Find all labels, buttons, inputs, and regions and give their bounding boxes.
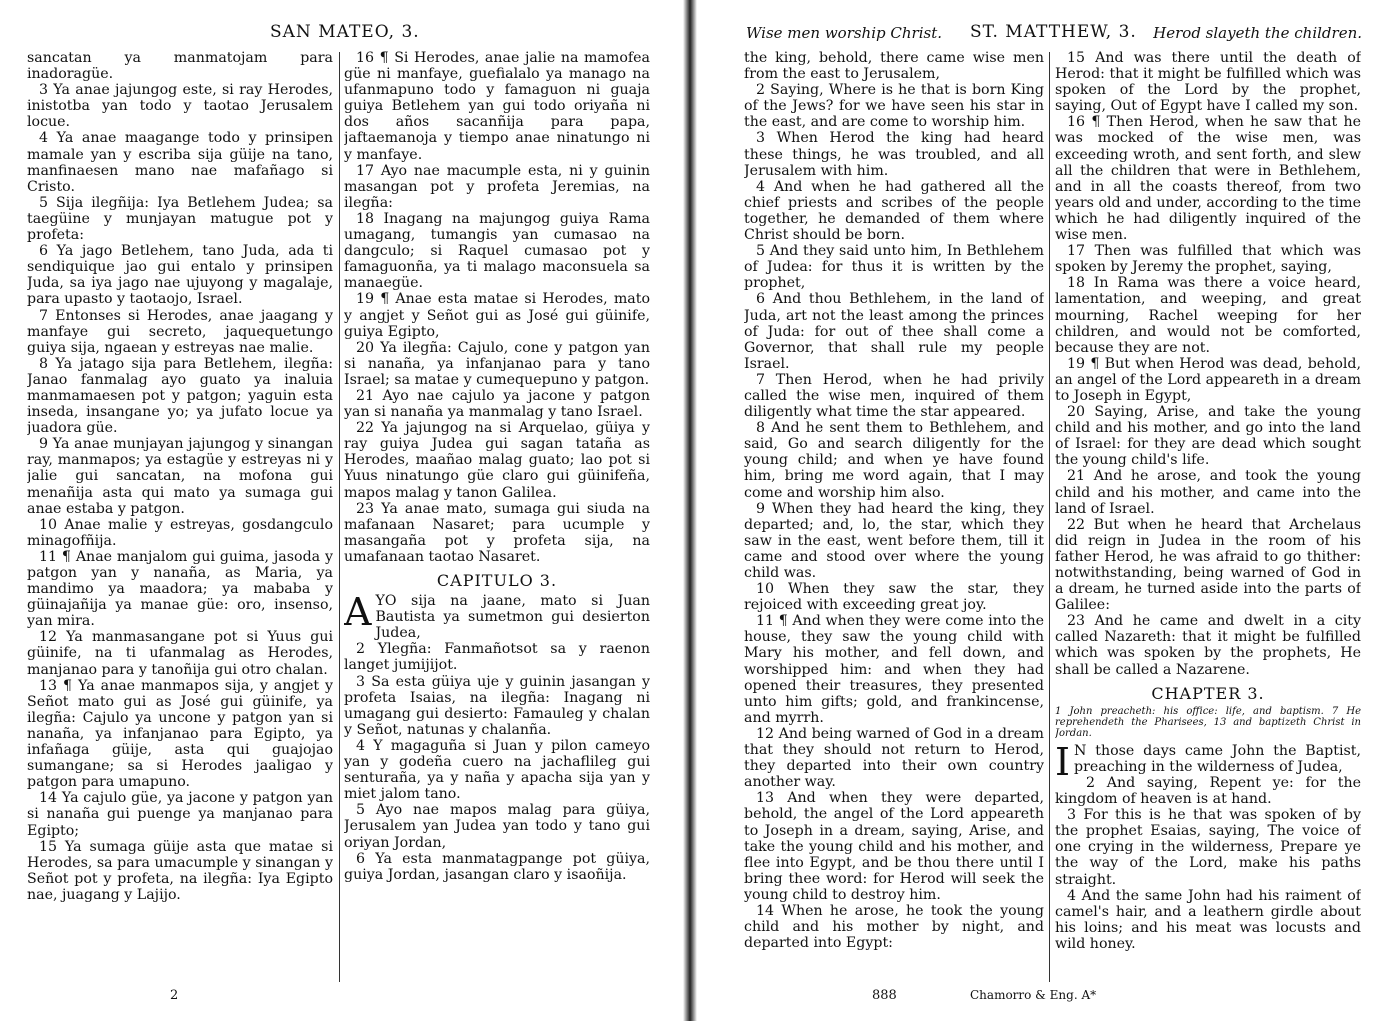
verse: sancatan ya manmatojam para inadoragüe.: [27, 50, 333, 83]
verse: 14 Ya cajulo güe, ya jacone y patgon yan si nanaña gui puenge ya manjanao para Egipto;: [27, 790, 333, 839]
verse: 17 Then was fulfilled that which was spoken by Jeremy the prophet, saying,: [1055, 243, 1361, 276]
right-column-2: [1055, 50, 1361, 985]
left-dropcap: A: [344, 590, 372, 635]
book-gutter: [683, 0, 697, 1021]
verse: 12 Ya manmasangane pot si Yuus gui güinife, na ti ufanmalag as Herodes, manjanao para y tanoñija gui otro chalan.: [27, 629, 333, 678]
verse: 2 Saying, Where is he that is born King of the Jews? for we have seen his star in the east, and are come to worship him.: [744, 82, 1044, 131]
verse: 11 ¶ And when they were come into the house, they saw the young child with Mary his mother, and fell down, and worshipped him: and when they had opened their treasures, they presented unto him gifts; gold, and frankincense, and myrrh.: [744, 613, 1044, 726]
right-column-1: [744, 50, 1044, 985]
verse: 9 Ya anae munjayan jajungog y sinangan ray, manmapos; ya estagüe y estreyas ni y jalie gui sancatan, na mofona gui menañija asta qui mato ya sumaga gui anae estaba y patgon.: [27, 436, 333, 517]
right-page-number: 888: [872, 988, 897, 1003]
verse: 13 And when they were departed, behold, the angel of the Lord appeareth to Joseph in a dream, saying, Arise, and take the young child and his mother, and flee into Egypt, and be thou there until I bring thee word: for Herod will seek the young child to destroy him.: [744, 790, 1044, 903]
verse: 21 Ayo nae cajulo ya jacone y patgon yan si nanaña ya manmalag y tano Israel.: [344, 387, 650, 421]
verse: 15 And was there until the death of Herod: that it might be fulfilled which was spoken of the Lord by the prophet, saying, Out of Egypt have I called my son.: [1055, 50, 1361, 115]
right-dropcap: I: [1055, 739, 1071, 784]
verse: 9 When they had heard the king, they departed; and, lo, the star, which they saw in the east, went before them, till it came and stood over where the young child was.: [744, 500, 1044, 581]
verse: 10 Anae malie y estreyas, gosdangculo minagofñija.: [27, 516, 333, 549]
right-chapter-first-text: N those days came John the Baptist, preaching in the wilderness of Judea,: [1074, 742, 1361, 775]
left-page-number: 2: [170, 988, 179, 1003]
right-chapter-summary: 1 John preacheth: his office: life, and baptism. 7 He reprehendeth the Pharisees, 13 and baptizeth Christ in Jordan.: [1055, 705, 1361, 739]
left-running-header: [0, 22, 680, 48]
verse: 20 Saying, Arise, and take the young child and his mother, and go into the land of Israel: for they are dead which sought the young child's life.: [1055, 404, 1361, 469]
left-column-2: [344, 50, 650, 985]
left-column-1: [27, 50, 333, 985]
verse: 18 Inagang na majungog guiya Rama umagang, tumangis yan cumasao na dangculo; si Raquel cumasao pot y famaguonña, ya ti malago maconsuela sa manaegüe.: [344, 210, 650, 292]
verse: 4 Y magaguña si Juan y pilon cameyo yan y godeña cuero na jachaflileg gui senturaña, ya y naña y apacha sija yan y miet jalom tano.: [344, 737, 650, 803]
verse: 14 When he arose, he took the young child and his mother by night, and departed into Egypt:: [744, 902, 1044, 952]
verse: 16 ¶ Then Herod, when he saw that he was mocked of the wise men, was exceeding wroth, and sent forth, and slew all the children that were in Bethlehem, and in all the coasts thereof, from two years old and under, according to the time which he had diligently inquired of the wise men.: [1055, 114, 1361, 244]
verse: the king, behold, there came wise men from the east to Jerusalem,: [744, 50, 1044, 83]
verse: 6 Ya esta manmatagpange pot güiya, guiya Jordan, jasangan claro y isaoñija.: [344, 850, 650, 883]
verse: 8 Ya jatago sija para Betlehem, ilegña: Janao fanmalag ayo guato ya inaluia manmamaesen pot y patgon; yaguin esta inseda, insangane yo; ya jufato locue ya juadora güe.: [27, 355, 333, 437]
right-page-english: [700, 0, 1376, 1021]
verse: 10 When they saw the star, they rejoiced with exceeding great joy.: [744, 581, 1044, 614]
verse: 17 Ayo nae macumple esta, ni y guinin masangan pot y profeta Jeremias, na ilegña:: [344, 162, 650, 211]
verse: 22 But when he heard that Archelaus did reign in Judea in the room of his father Herod, he was afraid to go thither: notwithstanding, being warned of God in a dream, he turned aside into the parts of Galilee:: [1055, 516, 1361, 614]
column-divider: [339, 52, 340, 982]
verse: 22 Ya jajungog na si Arquelao, güiya y ray guiya Judea gui sagan tataña as Herodes, maañao malag guato; lao pot si Yuus ninatungo güe claro gui güinifeña, mapos malag y tanon Galilea.: [344, 420, 650, 501]
verse: 3 When Herod the king had heard these things, he was troubled, and all Jerusalem with him.: [744, 130, 1044, 179]
verse: 4 And the same John had his raiment of camel's hair, and a leathern girdle about his loins; and his meat was locusts and wild honey.: [1055, 887, 1361, 952]
verse: 12 And being warned of God in a dream that they should not return to Herod, they departed into their own country another way.: [744, 725, 1044, 791]
left-chapter-heading: CAPITULO 3.: [436, 571, 558, 590]
right-running-header: [700, 22, 1376, 48]
left-chapter-first-text: YO sija na jaane, mato si Juan Bautista ya sumetmon gui desierton Judea,: [375, 593, 650, 642]
verse: 18 In Rama was there a voice heard, lamentation, and weeping, and great mourning, Rachel weeping for her children, and would not be comforted, because they are not.: [1055, 275, 1361, 356]
verse: 8 And he sent them to Bethlehem, and said, Go and search diligently for the young child; and when ye have found him, bring me word again, that I may come and worship him also.: [744, 420, 1044, 501]
left-header-title: SAN MATEO, 3.: [270, 22, 420, 42]
verse: 4 And when he had gathered all the chief priests and scribes of the people together, he demanded of them where Christ should be born.: [744, 178, 1044, 244]
right-chapter-first-verse: [1055, 739, 1361, 784]
verse: 5 And they said unto him, In Bethlehem of Judea: for thus it is written by the prophet,: [744, 243, 1044, 292]
verse: 16 ¶ Si Herodes, anae jalie na mamofea güe ni manfaye, guefialalo ya manago na ufanmapuno todo y famaguon ni guaja guiya Betlehem yan gui todo oriyaña ni dos años sacanñija para papa, jaftaemanoja y tiempo anae ninatungo ni y manfaye.: [344, 50, 650, 163]
verse: 5 Ayo nae mapos malag para güiya, Jerusalem yan Judea yan todo y tano gui oriyan Jordan,: [344, 802, 650, 851]
right-header-left: Wise men worship Christ.: [746, 24, 942, 42]
right-header-title: ST. MATTHEW, 3.: [970, 22, 1137, 42]
verse: 20 Ya ilegña: Cajulo, cone y patgon yan si nanaña, ya infanjanao para y tano Israel; sa matae y cumequepuno y patgon.: [344, 339, 650, 388]
verse: 21 And he arose, and took the young child and his mother, and came into the land of Israel.: [1055, 468, 1361, 517]
verse: 13 ¶ Ya anae manmapos sija, y angjet y Señot mato gui as José gui güinife, ya ilegña: Cajulo ya uncone y patgon yan si nanaña, ya infanjanao para Egipto, ya infañaga güije, asta qui guajojao sumangane; sa si Herodes jaaligao y patgon para umapuno.: [27, 677, 333, 791]
verse: 6 Ya jago Betlehem, tano Juda, ada ti sendiquique jao gui entalo y prinsipen Juda, sa iya jago nae ujuyong y magalaje, para upasto y taotaojo, Israel.: [27, 243, 333, 308]
verse: 15 Ya sumaga güije asta que matae si Herodes, sa para umacumple y sinangan y Señot pot y profeta, na ilegña: Iya Egipto nae, juagang y Lajijo.: [27, 838, 333, 903]
verse: 4 Ya anae maagange todo y prinsipen mamale yan y escriba sija güije na tano, manfinaesen mano nae mafañago si Cristo.: [27, 130, 333, 195]
left-chapter-first-verse: [344, 590, 650, 642]
verse: 7 Entonses si Herodes, anae jaagang y manfaye gui secreto, jaquequetungo guiya sija, ngaean y estreyas nae malie.: [27, 307, 333, 356]
verse: 7 Then Herod, when he had privily called the wise men, inquired of them diligently what time the star appeared.: [744, 371, 1044, 421]
verse: 23 And he came and dwelt in a city called Nazareth: that it might be fulfilled which was spoken by the prophets, He shall be called a Nazarene.: [1055, 613, 1361, 678]
verse: 6 And thou Bethlehem, in the land of Juda, art not the least among the princes of Juda: for out of thee shall come a Governor, that shall rule my people Israel.: [744, 291, 1044, 372]
right-chapter-heading: CHAPTER 3.: [1151, 683, 1265, 703]
printer-signature: Chamorro & Eng. A*: [970, 988, 1097, 1002]
column-divider: [1049, 52, 1050, 982]
verse: 19 ¶ Anae esta matae si Herodes, mato y angjet y Señot gui as José gui güinife, guiya Egipto,: [344, 291, 650, 340]
verse: 3 Ya anae jajungog este, si ray Herodes, inistotba yan todo y taotao Jerusalem locue.: [27, 82, 333, 131]
verse: 2 And saying, Repent ye: for the kingdom of heaven is at hand.: [1055, 774, 1361, 808]
verse: 19 ¶ But when Herod was dead, behold, an angel of the Lord appeareth in a dream to Joseph in Egypt,: [1055, 355, 1361, 404]
verse: 3 Sa esta güiya uje y guinin jasangan y profeta Isaias, na ilegña: Inagang ni umagang gui desierto: Famauleg y chalan y Señot, natunas y chalanña.: [344, 673, 650, 738]
verse: 3 For this is he that was spoken of by the prophet Esaias, saying, The voice of one crying in the wilderness, Prepare ye the way of the Lord, make his paths straight.: [1055, 807, 1361, 888]
verse: 2 Ylegña: Fanmañotsot sa y raenon langet jumijijot.: [344, 641, 650, 674]
verse: 5 Sija ilegñija: Iya Betlehem Judea; sa taegüine y munjayan matugue pot y profeta:: [27, 194, 333, 244]
left-page-chamorro: [0, 0, 680, 1021]
verse: 11 ¶ Anae manjalom gui guima, jasoda y patgon yan y nanaña, as Maria, ya mandimo ya maadora; ya mababa y güinajañija ya manae güe: oro, insenso, yan mira.: [27, 548, 333, 630]
verse: 23 Ya anae mato, sumaga gui siuda na mafanaan Nasaret; para ucumple y masangaña pot y profeta sija, na umafanaan taotao Nasaret.: [344, 500, 650, 565]
right-header-right: Herod slayeth the children.: [1153, 24, 1362, 42]
